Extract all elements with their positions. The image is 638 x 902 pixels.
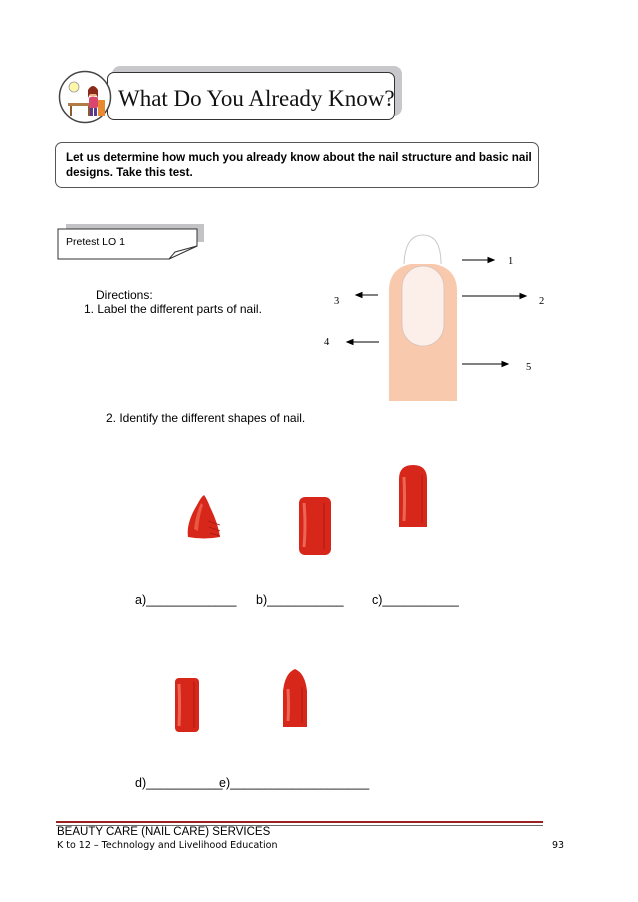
student-at-desk-icon xyxy=(58,70,112,124)
intro-text: Let us determine how much you already know about the nail structure and basic nail designs. Take this test. xyxy=(66,151,532,179)
label-5: 5 xyxy=(526,362,532,373)
pretest-tag-label: Pretest LO 1 xyxy=(66,236,125,248)
label-4: 4 xyxy=(324,337,330,348)
nail-shape-d-squoval xyxy=(172,676,202,734)
nail-shape-b-square xyxy=(296,495,334,557)
answer-blank-c[interactable]: c)___________ xyxy=(372,593,459,607)
page-number: 93 xyxy=(552,840,565,851)
direction-item-1: 1. Label the different parts of nail. xyxy=(84,302,262,316)
answer-blank-b[interactable]: b)___________ xyxy=(256,593,344,607)
label-3: 3 xyxy=(334,296,340,307)
direction-item-2: 2. Identify the different shapes of nail. xyxy=(106,411,306,425)
nail-shape-c-round xyxy=(396,463,430,529)
nail-shape-e-almond xyxy=(280,667,310,729)
footer-subtitle: K to 12 – Technology and Livelihood Education xyxy=(57,840,278,851)
nail-plate xyxy=(402,266,444,346)
nail-parts-diagram xyxy=(320,233,560,403)
label-2: 2 xyxy=(539,296,545,307)
page-title: What Do You Already Know? xyxy=(118,86,395,111)
nail-shape-a-pointed xyxy=(184,493,224,541)
answer-blank-e[interactable]: e)____________________ xyxy=(219,776,370,790)
footer-title: BEAUTY CARE (NAIL CARE) SERVICES xyxy=(57,826,271,838)
label-1: 1 xyxy=(508,256,514,267)
answer-blank-d[interactable]: d)___________ xyxy=(135,776,223,790)
free-edge xyxy=(404,235,441,264)
footer-rule xyxy=(56,821,543,823)
answer-blank-a[interactable]: a)_____________ xyxy=(135,593,237,607)
directions-title: Directions: xyxy=(96,288,153,302)
